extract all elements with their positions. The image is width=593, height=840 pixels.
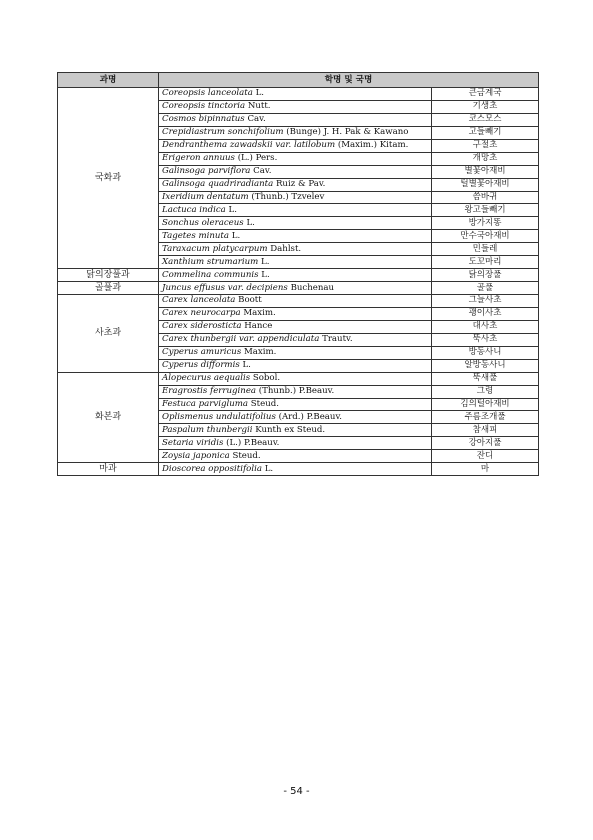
scientific-name-cell: [159, 178, 432, 191]
scientific-name-cell: [159, 152, 432, 165]
author-citation: Kunth ex Steud.: [255, 424, 326, 435]
author-citation: (L.) Pers.: [237, 153, 278, 164]
korean-name-cell: 방가지똥: [432, 217, 539, 230]
scientific-name: Dendranthema zawadskii var. latilobum: [162, 140, 336, 151]
korean-name-cell: 털별꽃아재비: [432, 178, 539, 191]
scientific-name: Alopecurus aequalis: [162, 373, 251, 384]
author-citation: Maxim.: [243, 308, 276, 319]
korean-name-cell: 강아지풀: [432, 437, 539, 450]
korean-name-cell: 만수국아재비: [432, 230, 539, 243]
scientific-name: Carex thunbergii var. appendiculata: [162, 334, 320, 345]
scientific-name: Cyperus amuricus: [162, 347, 242, 358]
scientific-name-cell: [159, 437, 432, 450]
scientific-name: Zoysia japonica: [162, 450, 230, 461]
scientific-name: Carex siderosticta: [162, 321, 242, 332]
scientific-name-cell: [159, 411, 432, 424]
scientific-name-cell: [159, 230, 432, 243]
author-citation: (Thunb.) P.Beauv.: [258, 386, 335, 397]
scientific-name: Setaria viridis: [162, 437, 224, 448]
scientific-name-cell: [159, 385, 432, 398]
korean-name-cell: 도꼬마리: [432, 256, 539, 269]
korean-name-cell: 뚝새풀: [432, 372, 539, 385]
korean-name-cell: 대사초: [432, 320, 539, 333]
korean-name-cell: 주름조개풀: [432, 411, 539, 424]
names-column-header: 학명 및 국명: [159, 73, 539, 88]
author-citation: Cav.: [247, 114, 266, 125]
author-citation: Boott: [238, 295, 262, 306]
scientific-name-cell: [159, 372, 432, 385]
korean-name-cell: 큰금계국: [432, 88, 539, 101]
korean-name-cell: 개망초: [432, 152, 539, 165]
scientific-name-cell: [159, 256, 432, 269]
scientific-name: Festuca parvigluma: [162, 398, 249, 409]
scientific-name-cell: [159, 243, 432, 256]
scientific-name-cell: [159, 217, 432, 230]
family-column-header: 과명: [58, 73, 159, 88]
korean-name-cell: 그령: [432, 385, 539, 398]
table-row: [58, 88, 539, 101]
korean-name-cell: 닭의장풀: [432, 269, 539, 282]
scientific-name: Commelina communis: [162, 269, 259, 280]
page-number: - 54 -: [283, 786, 310, 797]
author-citation: Sobol.: [252, 373, 281, 384]
scientific-name-cell: [159, 269, 432, 282]
korean-name-cell: 괭이사초: [432, 307, 539, 320]
scientific-name: Galinsoga parviflora: [162, 166, 251, 177]
korean-name-cell: 알방동사니: [432, 359, 539, 372]
scientific-name: Coreopsis lanceolata: [162, 88, 253, 99]
scientific-name-cell: [159, 463, 432, 476]
scientific-name: Cyperus difformis: [162, 360, 240, 371]
korean-name-cell: 참새피: [432, 424, 539, 437]
scientific-name-cell: [159, 359, 432, 372]
scientific-name: Taraxacum platycarpum: [162, 243, 268, 254]
author-citation: L.: [255, 88, 265, 99]
korean-name-cell: 씀바귀: [432, 191, 539, 204]
scientific-name-cell: [159, 282, 432, 295]
korean-name-cell: 그늘사초: [432, 295, 539, 308]
author-citation: Steud.: [232, 450, 261, 461]
scientific-name: Galinsoga quadriradianta: [162, 179, 274, 190]
scientific-name: Crepidiastrum sonchifolium: [162, 127, 284, 138]
scientific-name-cell: [159, 204, 432, 217]
author-citation: Hance: [244, 321, 273, 332]
korean-name-cell: 구절초: [432, 139, 539, 152]
scientific-name-cell: [159, 191, 432, 204]
korean-name-cell: 골풀: [432, 282, 539, 295]
species-table: [57, 72, 539, 476]
scientific-name: Lactuca indica: [162, 204, 226, 215]
scientific-name: Paspalum thunbergii: [162, 424, 253, 435]
scientific-name: Dioscorea oppositifolia: [162, 463, 262, 474]
scientific-name-cell: [159, 165, 432, 178]
author-citation: Maxim.: [243, 347, 277, 358]
korean-name-cell: 김의털아재비: [432, 398, 539, 411]
author-citation: Buchenau: [290, 282, 335, 293]
scientific-name: Carex neurocarpa: [162, 308, 241, 319]
author-citation: (Maxim.) Kitam.: [337, 140, 409, 151]
korean-name-cell: 뚝사초: [432, 333, 539, 346]
table-row: [58, 269, 539, 282]
table-row: [58, 463, 539, 476]
author-citation: (Thunb.) Tzvelev: [251, 191, 325, 202]
scientific-name-cell: [159, 346, 432, 359]
scientific-name: Coreopsis tinctoria: [162, 101, 246, 112]
scientific-name-cell: [159, 139, 432, 152]
scientific-name: Xanthium strumarium: [162, 256, 259, 267]
author-citation: L.: [228, 204, 237, 215]
table-header-row: [58, 73, 539, 88]
scientific-name-cell: [159, 100, 432, 113]
scientific-name: Ixeridium dentatum: [162, 191, 249, 202]
family-cell: 닭의장풀과: [58, 269, 159, 282]
author-citation: Nutt.: [247, 101, 271, 112]
scientific-name: Cosmos bipinnatus: [162, 114, 245, 125]
author-citation: (L.) P.Beauv.: [226, 437, 280, 448]
korean-name-cell: 기생초: [432, 100, 539, 113]
korean-name-cell: 잔디: [432, 450, 539, 463]
scientific-name: Erigeron annuus: [162, 153, 235, 164]
scientific-name: Tagetes minuta: [162, 230, 229, 241]
author-citation: Cav.: [253, 166, 272, 177]
author-citation: L.: [246, 217, 255, 228]
korean-name-cell: 고들빼기: [432, 126, 539, 139]
author-citation: (Bunge) J. H. Pak & Kawano: [286, 127, 409, 138]
korean-name-cell: 민들레: [432, 243, 539, 256]
scientific-name: Oplismenus undulatifolius: [162, 411, 276, 422]
author-citation: Trautv.: [322, 334, 353, 345]
korean-name-cell: 마: [432, 463, 539, 476]
author-citation: Ruiz & Pav.: [275, 179, 326, 190]
scientific-name-cell: [159, 320, 432, 333]
korean-name-cell: 왕고들빼기: [432, 204, 539, 217]
family-cell: 마과: [58, 463, 159, 476]
scientific-name: Juncus effusus var. decipiens: [162, 282, 288, 293]
author-citation: Steud.: [250, 398, 279, 409]
family-cell: 화본과: [58, 372, 159, 463]
korean-name-cell: 방동사니: [432, 346, 539, 359]
korean-name-cell: 코스모스: [432, 113, 539, 126]
scientific-name-cell: [159, 333, 432, 346]
author-citation: L.: [260, 256, 270, 267]
scientific-name-cell: [159, 126, 432, 139]
family-cell: 사초과: [58, 295, 159, 373]
scientific-name: Eragrostis ferruginea: [162, 386, 257, 397]
author-citation: (Ard.) P.Beauv.: [278, 411, 343, 422]
scientific-name-cell: [159, 424, 432, 437]
scientific-name-cell: [159, 307, 432, 320]
family-cell: 골풀과: [58, 282, 159, 295]
author-citation: Dahlst.: [270, 243, 302, 254]
scientific-name: Carex lanceolata: [162, 295, 236, 306]
author-citation: L.: [242, 360, 251, 371]
scientific-name-cell: [159, 398, 432, 411]
table-body: [58, 88, 539, 476]
korean-name-cell: 별꽃아재비: [432, 165, 539, 178]
scientific-name: Sonchus oleraceus: [162, 217, 244, 228]
author-citation: L.: [231, 230, 241, 241]
author-citation: L.: [264, 463, 274, 474]
family-cell: 국화과: [58, 88, 159, 269]
author-citation: L.: [261, 269, 270, 280]
scientific-name-cell: [159, 88, 432, 101]
table-row: [58, 282, 539, 295]
scientific-name-cell: [159, 450, 432, 463]
table-row: [58, 295, 539, 308]
scientific-name-cell: [159, 295, 432, 308]
scientific-name-cell: [159, 113, 432, 126]
table-row: [58, 372, 539, 385]
